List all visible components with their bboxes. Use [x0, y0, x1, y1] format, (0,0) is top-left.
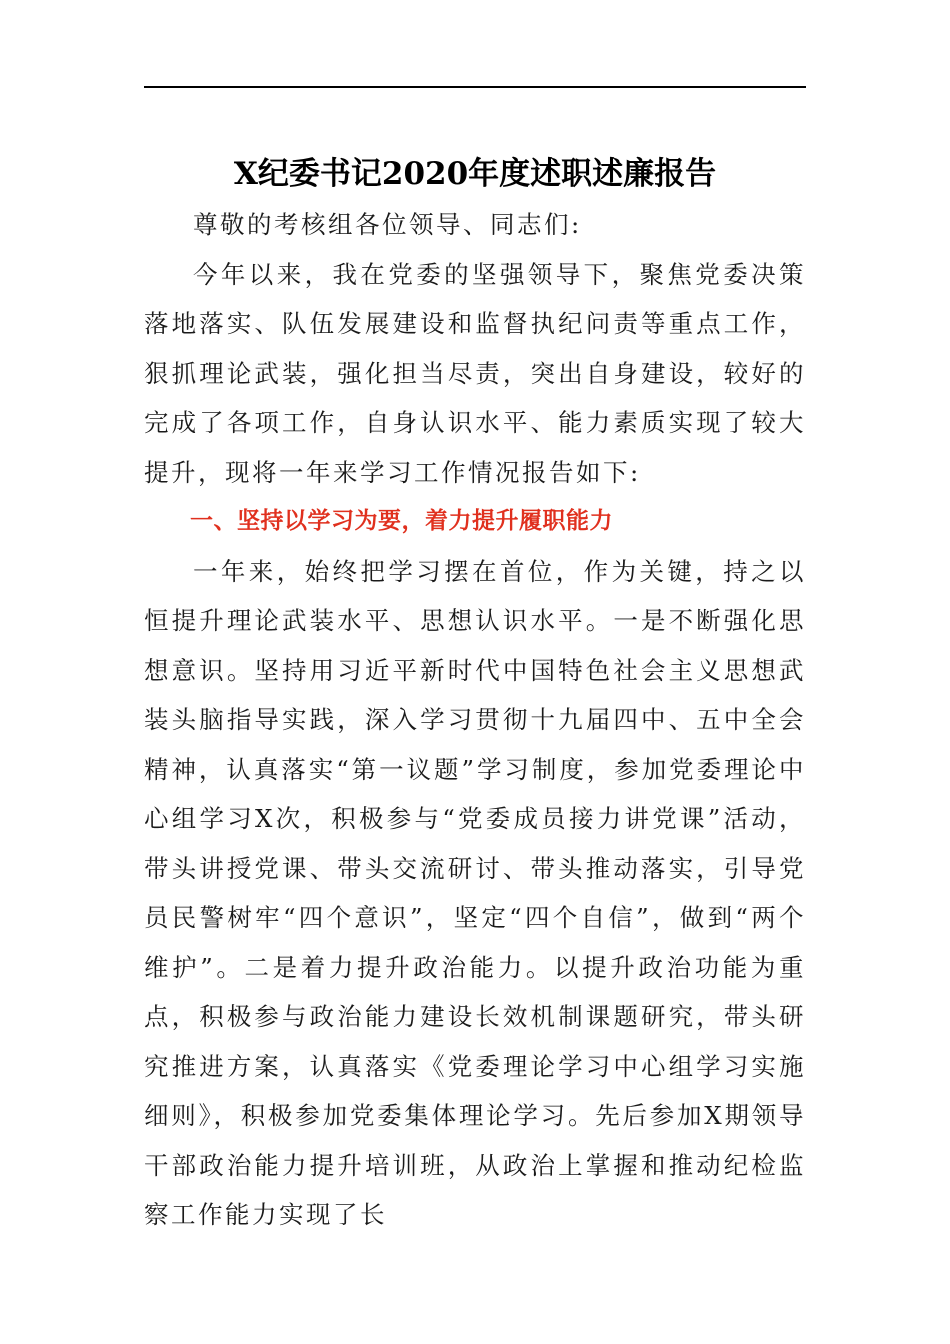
- document-title: X纪委书记2020年度述职述廉报告: [233, 156, 717, 192]
- salutation-paragraph: 尊敬的考核组各位领导、同志们:: [193, 210, 582, 239]
- section-1-paragraph: 一年来，始终把学习摆在首位，作为关键，持之以恒提升理论武装水平、思想认识水平。一是不断强化思想意识。坚持用习近平新时代中国特色社会主义思想武装头脑指导实践，深入学习贯彻十九届四中、五中全会精神，认真落实“第一议题”学习制度，参加党委理论中心组学习X次，积极参与“党委成员接力讲党课”活动，带头讲授党课、带头交流研讨、带头推动落实，引导党员民警树牢“四个意识”，坚定“四个自信”，做到“两个维护”。二是着力提升政治能力。以提升政治功能为重点，积极参与政治能力建设长效机制课题研究，带头研究推进方案，认真落实《党委理论学习中心组学习实施细则》，积极参加党委集体理论学习。先后参加X期领导干部政治能力提升培训班，从政治上掌握和推动纪检监察工作能力实现了长: [144, 556, 806, 1229]
- section-heading-1: 一、坚持以学习为要，着力提升履职能力: [190, 508, 613, 534]
- intro-paragraph: 今年以来，我在党委的坚强领导下，聚焦党委决策落地落实、队伍发展建设和监督执纪问责等重点工作，狠抓理论武装，强化担当尽责，突出自身建设，较好的完成了各项工作，自身认识水平、能力素质实现了较大提升，现将一年来学习工作情况报告如下:: [144, 259, 806, 487]
- header-rule: [144, 86, 806, 88]
- document-body: [144, 200, 806, 1240]
